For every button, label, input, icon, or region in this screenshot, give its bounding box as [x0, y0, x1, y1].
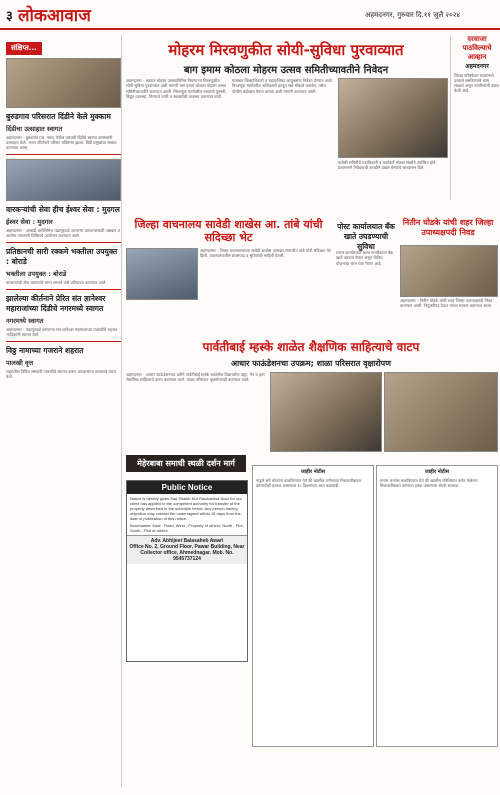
left-news-column — [6, 35, 122, 787]
public-notice — [126, 480, 248, 662]
brief-subheadline: ईश्वर सेवा : मुदगल — [6, 218, 53, 226]
story2-column — [200, 248, 331, 328]
brief-body: अहमदनगर - बुरुडगाव (ता. नगर) येथील वारकरी दिंडीचे स्वागत ग्रामस्थांनी उत्साहात केले. भजन कीर्तनाने परिसर भक्तिमय झाला. दिंडी प्रमुखांचा सत्कार करण्यात आला. — [6, 135, 117, 150]
main-subheadline: बाग इमाम कोठला मोहरम उत्सव समितीच्यावतीने निवेदन — [183, 65, 389, 76]
advocate-address: Office No. 2, Ground Floor, Pawar Building, Near Collector office, Ahmednagar. Mob. No. 9545737124 — [129, 544, 245, 562]
main-headline: मोहरम मिरवणुकीत सोयी-सुविधा पुरवाव्यात — [168, 41, 404, 59]
public-notice-title: Public Notice — [127, 481, 247, 494]
brief-headline: झालेल्या कीर्तनाने प्रेरित संत ज्ञानेश्वर महाराजांच्या दिंडीचे नगरमध्ये स्वागत — [6, 294, 106, 313]
story4-text: अहमदनगर - नितीन घोडके यांची शहर जिल्हा उपाध्यक्षपदी निवड करण्यात आली. नियुक्तीपत्र देऊन त्यांचा सत्कार करण्यात आला. — [400, 298, 493, 309]
main-story-column — [338, 160, 446, 200]
advocate-block — [127, 535, 247, 564]
story5-photo-2 — [384, 372, 498, 452]
story3-text: टपाल कार्यालयात आता नागरिकांना बँक खाते उघडता येणार असून विविध योजनांचा लाभ घेता येणार आहे. — [336, 250, 394, 266]
public-notice-body: Notice is hereby given that Shaikh Nur Raufunnisa Noor for our client has applied to the competent authority for transfer of the property described in the schedule below. Any person having objection may contact the undersigned within 15 days from the date of publication of this notice. — [130, 496, 242, 521]
legal-notice — [252, 465, 374, 747]
legal-notice — [376, 465, 498, 747]
main-story-column — [232, 78, 334, 178]
dateline: अहमदनगर, गुरुवार दि.११ जुलै २०२४ — [364, 11, 460, 19]
story4-photo — [400, 245, 498, 297]
story2-photo — [126, 248, 198, 300]
public-notice-schedule: Boundaries: East - Road, West - Property of others, North - Plot, South - Plot of others — [130, 523, 244, 533]
right-box — [450, 35, 500, 200]
page-number: ३ — [6, 9, 13, 24]
brief-subheadline: नगरमध्ये स्वागत — [6, 317, 44, 325]
story4-column — [400, 298, 496, 338]
newspaper-logo: लोकआवाज — [18, 6, 91, 26]
brief-subheadline: पालखी वृत्त — [6, 359, 34, 367]
main-story-column — [126, 78, 228, 178]
right-box-body: जिल्हा परिषदेच्या शाळांमध्ये दरवाजे बसविण्याचे काम रखडले असून नागरिकांनी तक्रार केली आहे. — [454, 73, 500, 93]
legal-notice-body: तमाम जनतेस कळविण्यात येते की खालील परिशिष्टात वर्णन केलेल्या मिळकतीबाबत कोणाचा हक्क असल्यास संपर्क साधावा. — [380, 478, 478, 488]
story-photo — [6, 58, 121, 108]
story-photo — [6, 159, 121, 201]
brief-headline: बुरुडगाव परिसरात दिंडीने केले मुक्काम — [6, 112, 111, 121]
main-story-text: यावेळी समितीचे पदाधिकारी व कार्यकर्ते मोठ्या संख्येने उपस्थित होते. प्रशासनाने निवेदनाची तातडीने दखल घेण्याचे आश्वासन दिले. — [338, 160, 437, 171]
brief-body: अहमदनगर - पंढरपूरकडे जाणाऱ्या संत ज्ञानेश्वर महाराजांच्या पालखीचे शहरात भाविकांनी स्वागत केले. — [6, 327, 118, 337]
legal-notice-title: जाहीर नोटीस — [300, 469, 325, 475]
story5-headline: पार्वतीबाई म्हस्के शाळेत शैक्षणिक साहित्याचे वाटप — [202, 340, 420, 354]
story5-subheadline: आधार फाऊंडेशनचा उपक्रम; शाळा परिसरात वृक्षारोपण — [230, 359, 392, 368]
story2-text: अहमदनगर - जिल्हा वाचनालयाच्या सावेडी शाखेस आमदार सत्यजीत तांबे यांनी सदिच्छा भेट दिली. वाचनालयातील ग्रंथसंपदा व सुविधांची माहिती घेतली. — [200, 248, 331, 259]
story3-column — [336, 250, 396, 325]
main-story-text: याबाबत जिल्हाधिकारी व महापालिका आयुक्तांना निवेदन देण्यात आले. मिरवणूक मार्गावरील अतिक्रमणे हटवून रस्ते मोकळे करावेत, तसेच पोलीस बंदोबस्त तैनात करावा अशी मागणी करण्यात आली. — [232, 78, 333, 94]
demand-bar: मेहेरबाबा समाधी स्थळी दर्शन मार्ग — [126, 455, 246, 472]
story5-text: अहमदनगर - आधार फाऊंडेशनच्या वतीने पार्वतीबाई म्हस्के शाळेतील विद्यार्थ्यांना वह्या, पेन व इतर शैक्षणिक साहित्याचे वाटप करण्यात आले. शाळा परिसरात वृक्षारोपणही करण्यात आले. — [126, 372, 265, 383]
main-story-photo — [338, 78, 448, 158]
legal-notice-body: याद्वारे सर्व लोकांना कळविण्यात येते की खालील वर्णनाच्या मिळकतीबाबत कोणाचीही हरकत असल्यास १५ दिवसांच्या आत कळवावी. — [256, 478, 361, 488]
brief-body: अहमदनगर - आषाढी वारीनिमित्त पंढरपूरकडे जाणाऱ्या वारकऱ्यांसाठी अन्नदान व आरोग्य तपासणी शिबिराचे आयोजन करण्यात आले. — [6, 228, 120, 238]
brief-headline: प्रतिष्ठानची सारी रक्कमे भक्तीला उपयुक्त : बोराडे — [6, 247, 118, 266]
advocate-name: Adv. Abhijeet Balasaheb Awari — [150, 538, 224, 544]
brief-subheadline: भक्तीला उपयुक्त : बोराडे — [6, 270, 67, 278]
story4-headline: नितीन घोडके यांची शहर जिल्हा उपाध्यक्षपदी निवड — [402, 218, 494, 237]
story5-column — [126, 372, 266, 452]
legal-notice-title: जाहीर नोटीस — [424, 469, 449, 475]
story2-headline: जिल्हा वाचनालय सावेडी शाखेस आ. तांबे यांची सदिच्छा भेट — [134, 218, 323, 244]
divider — [6, 341, 121, 342]
story3-headline: पोस्ट कार्यालयात बँक खाते उघडण्याची सुविधा — [337, 222, 395, 251]
divider — [6, 242, 121, 243]
brief-headline: वारकऱ्यांची सेवा हीच ईश्वर सेवा : मुदगल — [6, 205, 120, 214]
briefs-tag: संक्षिप्त... — [6, 42, 42, 55]
story5-photo — [270, 372, 382, 452]
right-box-title: दरवाजा पाठविल्याचे आव्हान — [462, 35, 492, 61]
brief-subheadline: दिंडीचा उत्साहात स्वागत — [6, 125, 63, 133]
brief-body: शहरातील विविध संस्थांनी पालखीचे स्वागत करून वारकऱ्यांना फराळाचे वाटप केले. — [6, 369, 117, 379]
right-box-subtitle: अहमदनगर — [465, 63, 489, 70]
brief-body: वारकऱ्यांची सेवा करण्याचे भाग्य लाभले असे प्रतिपादन करण्यात आले. — [6, 280, 107, 285]
divider — [6, 154, 121, 155]
divider — [6, 289, 121, 290]
brief-headline: विठ्ठ नामाच्या गजराने शहरात — [6, 346, 84, 355]
masthead — [0, 0, 500, 30]
main-story-text: अहमदनगर - शहरात मोहरम उत्सवानिमित्त निघणाऱ्या मिरवणुकीत सोयी-सुविधा पुरवाव्यात अशी मागणी बाग इमाम कोठला मोहरम उत्सव समितीच्यावतीने करण्यात आली. मिरवणूक मार्गावरील रस्त्यांची दुरुस्ती, विद्युत व्यवस्था, पिण्याचे पाणी व स्वच्छतेची व्यवस्था करण्यात यावी. — [126, 78, 227, 99]
